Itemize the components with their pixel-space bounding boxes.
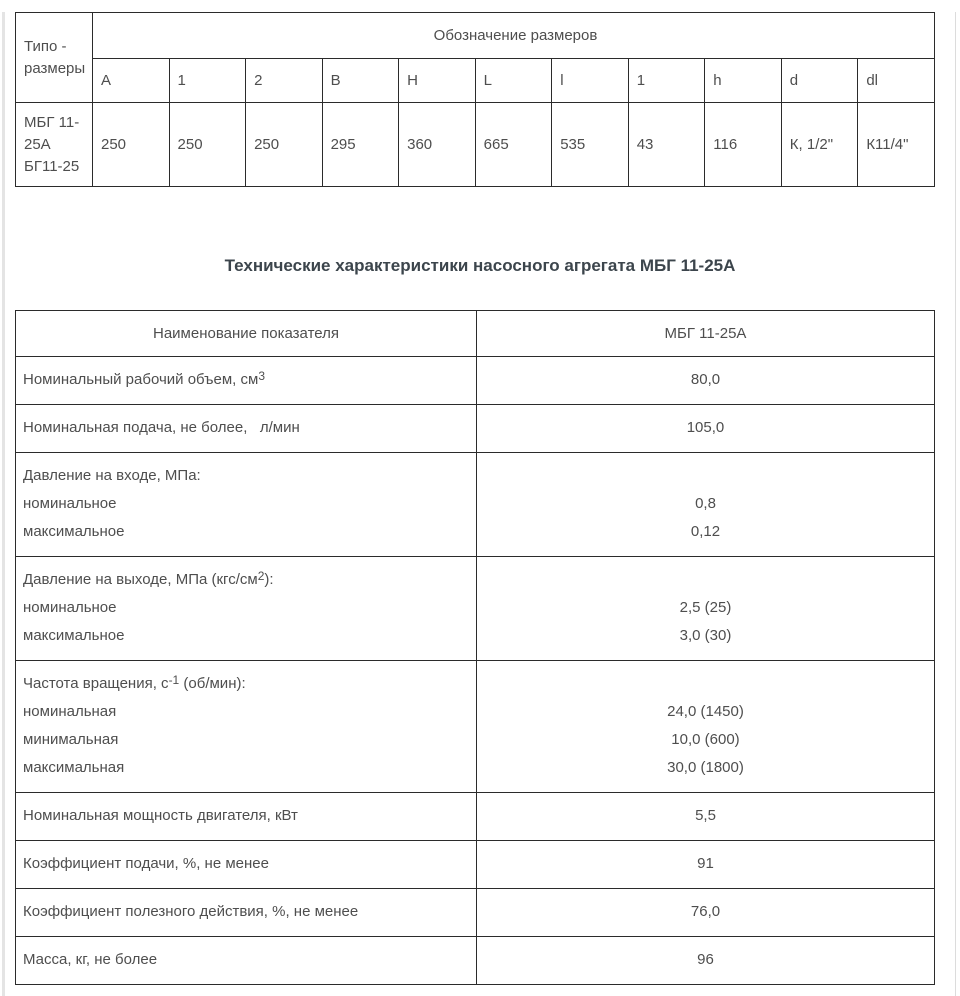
table-row bbox=[16, 453, 935, 557]
table-row bbox=[16, 557, 935, 661]
dimensions-table-body bbox=[16, 13, 935, 187]
page-left-edge bbox=[2, 12, 5, 996]
page bbox=[0, 12, 960, 985]
indicator-value-cell bbox=[477, 889, 935, 937]
text-segment: Масса, кг, не более bbox=[23, 951, 158, 968]
column-header-cell: H bbox=[399, 59, 476, 103]
group-header-cell: Обозначение размеров bbox=[93, 13, 935, 59]
dimension-value-cell: К, 1/2" bbox=[781, 103, 858, 187]
indicator-value-line: 30,0 (1800) bbox=[667, 759, 744, 776]
text-segment: максимальное bbox=[23, 627, 125, 644]
indicator-value-line: 0,8 bbox=[695, 495, 716, 512]
indicator-name-cell bbox=[16, 557, 477, 661]
text-segment: максимальное bbox=[23, 523, 125, 540]
text-segment: Давление на входе, МПа: bbox=[23, 467, 201, 484]
indicator-value-line: 24,0 (1450) bbox=[667, 703, 744, 720]
column-header-cell: d bbox=[781, 59, 858, 103]
dimension-value-cell: 250 bbox=[169, 103, 246, 187]
text-segment: Номинальный рабочий объем, см bbox=[23, 371, 259, 388]
indicator-name-cell bbox=[16, 661, 477, 793]
section-title: Технические характеристики насосного агрегата МБГ 11-25А bbox=[224, 256, 736, 275]
indicator-value-line: 0,12 bbox=[690, 523, 721, 540]
indicator-value-line bbox=[481, 566, 930, 594]
indicator-name-line bbox=[23, 850, 470, 878]
dimension-value-cell: 665 bbox=[475, 103, 552, 187]
column-header-cell: B bbox=[322, 59, 399, 103]
table-row bbox=[16, 793, 935, 841]
indicator-value-line bbox=[481, 670, 930, 698]
text-segment: максимальная bbox=[23, 759, 125, 776]
dimension-value-cell: 250 bbox=[246, 103, 323, 187]
indicator-value-line: 2,5 (25) bbox=[679, 599, 732, 616]
indicator-name-line bbox=[23, 754, 470, 782]
indicator-value-line: 10,0 (600) bbox=[671, 731, 740, 748]
dimension-value-cell: 116 bbox=[705, 103, 782, 187]
indicator-value-cell bbox=[477, 557, 935, 661]
table-row bbox=[16, 889, 935, 937]
indicator-name-line bbox=[23, 726, 470, 754]
indicator-value-cell bbox=[477, 357, 935, 405]
row-label-cell: МБГ 11-25А БГ11-25 bbox=[16, 103, 93, 187]
indicator-value-cell bbox=[477, 841, 935, 889]
text-segment: Номинальная подача, не более, л/мин bbox=[23, 419, 300, 436]
specs-header-cell: МБГ 11-25А bbox=[477, 311, 935, 357]
column-header-cell: h bbox=[705, 59, 782, 103]
column-header-cell: A bbox=[93, 59, 170, 103]
dimension-value-cell: 360 bbox=[399, 103, 476, 187]
indicator-name-line bbox=[23, 622, 470, 650]
indicator-name-line bbox=[23, 898, 470, 926]
indicator-name-cell bbox=[16, 937, 477, 985]
column-header-cell: 1 bbox=[628, 59, 705, 103]
indicator-name-cell bbox=[16, 405, 477, 453]
indicator-value-line: 91 bbox=[697, 855, 714, 872]
table-row bbox=[16, 103, 935, 187]
column-header-cell: l bbox=[552, 59, 629, 103]
dimension-value-cell: 535 bbox=[552, 103, 629, 187]
column-header-cell: dl bbox=[858, 59, 935, 103]
superscript-text: -1 bbox=[168, 673, 180, 687]
indicator-name-line bbox=[23, 946, 470, 974]
indicator-name-line bbox=[23, 414, 470, 442]
superscript-text: 3 bbox=[258, 369, 265, 383]
indicator-name-cell bbox=[16, 841, 477, 889]
text-segment: номинальная bbox=[23, 703, 117, 720]
indicator-name-line bbox=[23, 698, 470, 726]
text-segment: (об/мин): bbox=[179, 675, 246, 692]
indicator-value-line: 3,0 (30) bbox=[679, 627, 732, 644]
superscript-text: 2 bbox=[257, 569, 265, 583]
text-segment: Давление на выходе, МПа (кгс/см bbox=[23, 571, 258, 588]
indicator-name-line bbox=[23, 670, 470, 698]
column-header-cell: L bbox=[475, 59, 552, 103]
indicator-name-cell bbox=[16, 357, 477, 405]
dimension-value-cell: 295 bbox=[322, 103, 399, 187]
indicator-name-line bbox=[23, 802, 470, 830]
indicator-name-cell bbox=[16, 889, 477, 937]
table-row bbox=[16, 841, 935, 889]
specs-header-row bbox=[16, 311, 935, 357]
indicator-name-line bbox=[23, 462, 470, 490]
dimension-value-cell: 250 bbox=[93, 103, 170, 187]
indicator-name-line bbox=[23, 518, 470, 546]
text-segment: ): bbox=[264, 571, 274, 588]
table-row bbox=[16, 405, 935, 453]
dimension-value-cell: 43 bbox=[628, 103, 705, 187]
indicator-name-line bbox=[23, 566, 470, 594]
indicator-value-cell bbox=[477, 405, 935, 453]
corner-header-cell: Типо - размеры bbox=[16, 13, 93, 103]
text-segment: номинальное bbox=[23, 495, 117, 512]
specs-table bbox=[15, 310, 935, 985]
text-segment: Коэффициент полезного действия, %, не менее bbox=[23, 903, 359, 920]
dimension-value-cell: К11/4" bbox=[858, 103, 935, 187]
table-row bbox=[16, 937, 935, 985]
page-right-edge bbox=[955, 12, 956, 996]
text-segment: минимальная bbox=[23, 731, 119, 748]
dimensions-subheader-row bbox=[16, 59, 935, 103]
table-row bbox=[16, 357, 935, 405]
dimensions-header-row bbox=[16, 13, 935, 59]
indicator-value-line: 80,0 bbox=[690, 371, 721, 388]
specs-table-body bbox=[16, 311, 935, 985]
indicator-value-line: 96 bbox=[697, 951, 714, 968]
indicator-name-line bbox=[23, 490, 470, 518]
text-segment: Номинальная мощность двигателя, кВт bbox=[23, 807, 298, 824]
indicator-value-line: 105,0 bbox=[686, 419, 725, 436]
indicator-name-cell bbox=[16, 793, 477, 841]
dimensions-table bbox=[15, 12, 935, 187]
column-header-cell: 1 bbox=[169, 59, 246, 103]
text-segment: Коэффициент подачи, %, не менее bbox=[23, 855, 269, 872]
indicator-value-cell bbox=[477, 453, 935, 557]
text-segment: номинальное bbox=[23, 599, 117, 616]
indicator-name-line bbox=[23, 594, 470, 622]
indicator-value-line: 76,0 bbox=[690, 903, 721, 920]
indicator-value-cell bbox=[477, 937, 935, 985]
indicator-value-line bbox=[481, 462, 930, 490]
specs-header-cell: Наименование показателя bbox=[16, 311, 477, 357]
indicator-value-cell bbox=[477, 793, 935, 841]
indicator-name-cell bbox=[16, 453, 477, 557]
indicator-value-line: 5,5 bbox=[695, 807, 716, 824]
table-row bbox=[16, 661, 935, 793]
indicator-value-cell bbox=[477, 661, 935, 793]
column-header-cell: 2 bbox=[246, 59, 323, 103]
indicator-name-line bbox=[23, 366, 470, 394]
text-segment: Частота вращения, с bbox=[23, 675, 169, 692]
